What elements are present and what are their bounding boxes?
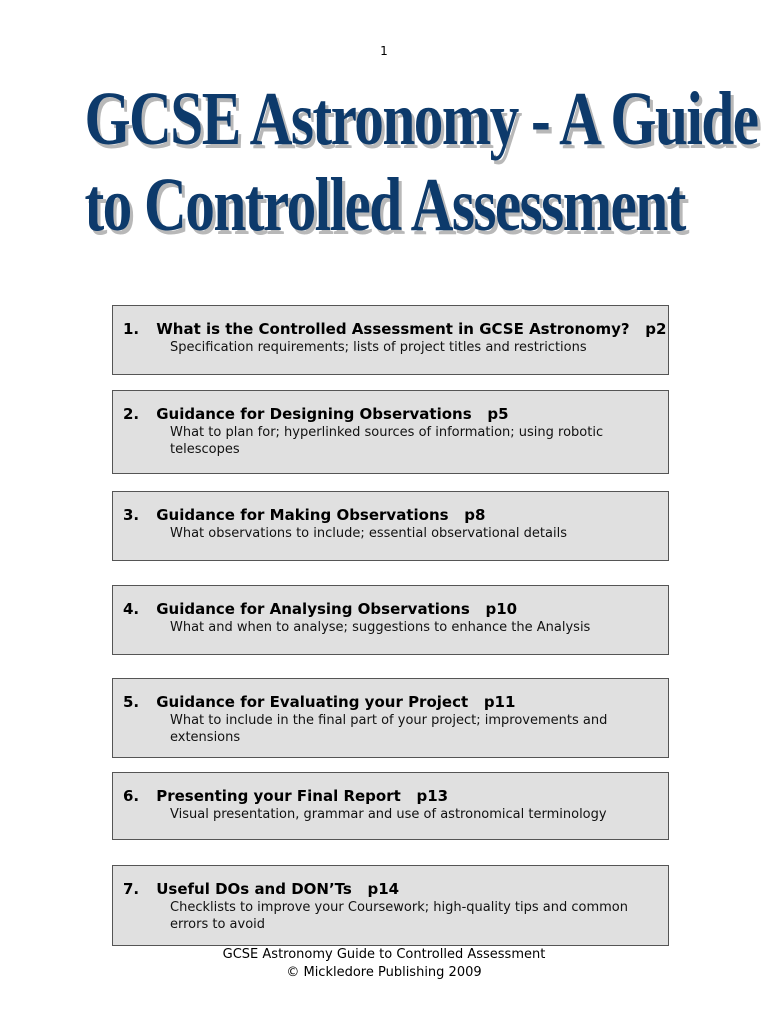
item-number: 3. bbox=[123, 506, 140, 524]
item-page: p5 bbox=[487, 405, 509, 423]
item-description: What to plan for; hyperlinked sources of information; using robotic telescopes bbox=[170, 425, 604, 457]
title-line-1: GCSE Astronomy - A Guide bbox=[84, 77, 758, 161]
contents-item-heading bbox=[123, 693, 658, 712]
item-number: 5. bbox=[123, 693, 140, 711]
footer-copyright: © Mickledore Publishing 2009 bbox=[286, 965, 482, 980]
item-title: What is the Controlled Assessment in GCSE Astronomy? bbox=[156, 320, 630, 338]
item-description: Checklists to improve your Coursework; high-quality tips and common errors to avoid bbox=[170, 900, 628, 932]
item-number: 1. bbox=[123, 320, 140, 338]
contents-item-4[interactable] bbox=[112, 585, 669, 655]
item-number: 6. bbox=[123, 787, 140, 805]
item-description: What observations to include; essential observational details bbox=[170, 526, 567, 541]
item-title: Guidance for Designing Observations bbox=[156, 405, 472, 423]
contents-item-5[interactable] bbox=[112, 678, 669, 758]
contents-item-3[interactable] bbox=[112, 491, 669, 561]
contents-item-heading bbox=[123, 880, 658, 899]
footer bbox=[0, 946, 768, 982]
contents-item-heading bbox=[123, 787, 658, 806]
item-page: p2 bbox=[645, 320, 667, 338]
item-page: p10 bbox=[485, 600, 518, 618]
item-description: Visual presentation, grammar and use of astronomical terminology bbox=[170, 807, 607, 822]
contents-item-1[interactable] bbox=[112, 305, 669, 375]
item-page: p13 bbox=[416, 787, 449, 805]
contents-item-heading bbox=[123, 600, 658, 619]
item-page: p11 bbox=[483, 693, 516, 711]
contents-item-heading bbox=[123, 320, 667, 339]
contents-item-2[interactable] bbox=[112, 390, 669, 474]
document-title bbox=[84, 76, 758, 248]
item-title: Guidance for Analysing Observations bbox=[156, 600, 470, 618]
item-number: 7. bbox=[123, 880, 140, 898]
contents-item-6[interactable] bbox=[112, 772, 669, 840]
contents-item-heading bbox=[123, 506, 658, 525]
title-line-2: to Controlled Assessment bbox=[84, 163, 685, 247]
item-title: Guidance for Making Observations bbox=[156, 506, 449, 524]
item-number: 4. bbox=[123, 600, 140, 618]
item-description: What to include in the final part of your project; improvements and extensions bbox=[170, 713, 608, 745]
page-number: 1 bbox=[380, 44, 388, 58]
item-description: What and when to analyse; suggestions to enhance the Analysis bbox=[170, 620, 591, 635]
item-title: Useful DOs and DON’Ts bbox=[156, 880, 352, 898]
item-page: p8 bbox=[464, 506, 486, 524]
contents-item-7[interactable] bbox=[112, 865, 669, 946]
item-description: Specification requirements; lists of project titles and restrictions bbox=[170, 340, 587, 355]
footer-title: GCSE Astronomy Guide to Controlled Assessment bbox=[222, 947, 546, 962]
item-number: 2. bbox=[123, 405, 140, 423]
item-title: Guidance for Evaluating your Project bbox=[156, 693, 469, 711]
item-page: p14 bbox=[367, 880, 400, 898]
item-title: Presenting your Final Report bbox=[156, 787, 401, 805]
contents-item-heading bbox=[123, 405, 658, 424]
